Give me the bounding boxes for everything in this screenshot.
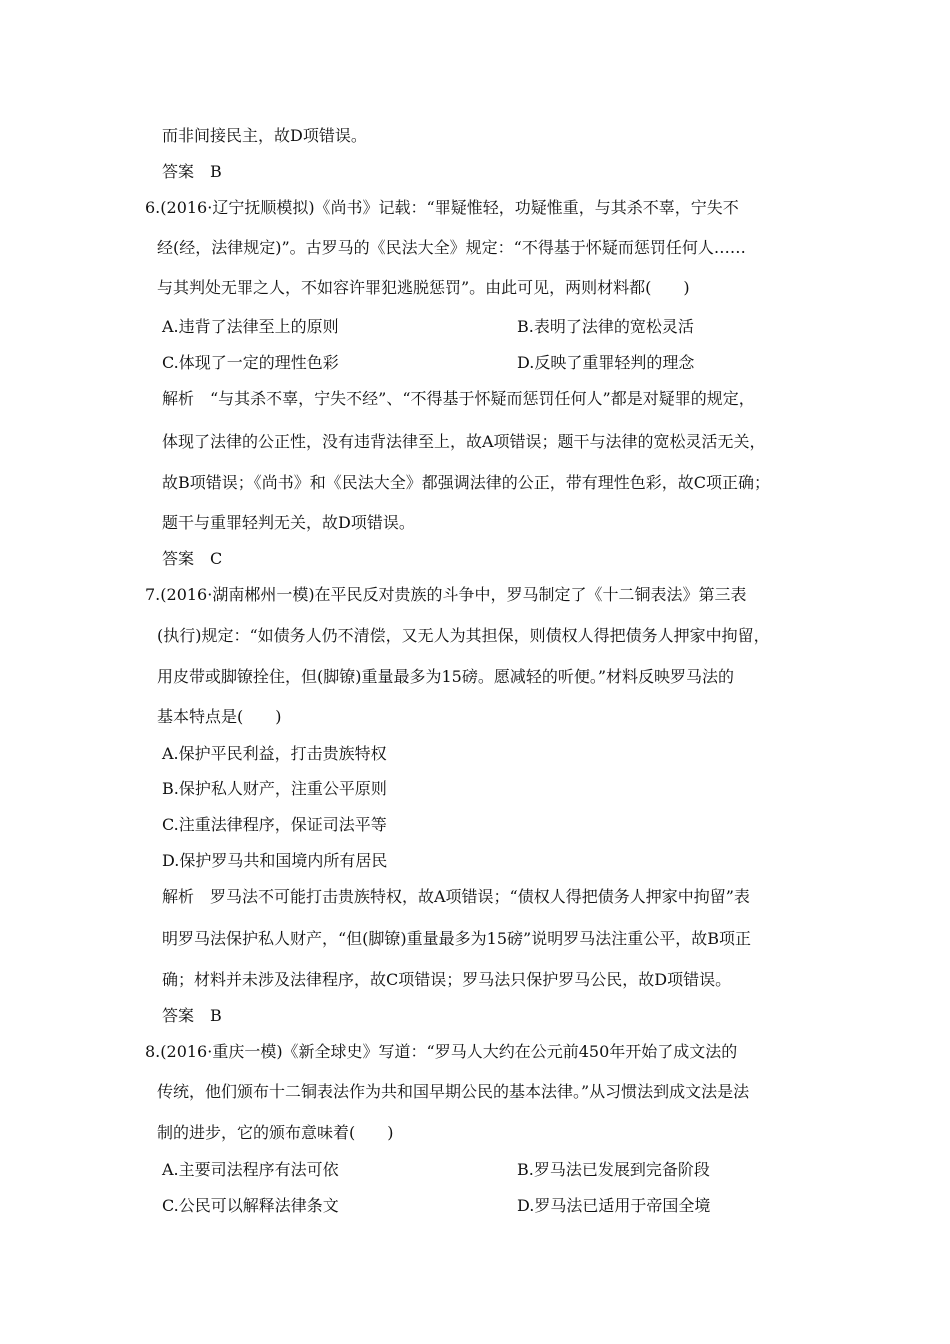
question-6-stem-line-1: 6.(2016·辽宁抚顺模拟)《尚书》记载：“罪疑惟轻，功疑惟重，与其杀不辜，宁失不 [145,198,739,217]
question-7-analysis-line-3: 确；材料并未涉及法律程序，故C项错误；罗马法只保护罗马公民，故D项错误。 [162,970,732,989]
question-7-option-d: D.保护罗马共和国境内所有居民 [162,851,388,870]
question-7-option-c: C.注重法律程序，保证司法平等 [162,815,387,834]
question-6-option-b: B.表明了法律的宽松灵活 [517,317,694,336]
question-7-stem-line-3: 用皮带或脚镣拴住，但(脚镣)重量最多为15磅。愿减轻的听便。”材料反映罗马法的 [157,667,735,686]
answer-line: 答案 B [162,162,222,181]
question-7-stem-line-4: 基本特点是( ) [157,707,282,726]
question-6-analysis-line-4: 题干与重罪轻判无关，故D项错误。 [162,513,415,532]
question-6-analysis-line-2: 体现了法律的公正性，没有违背法律至上，故A项错误；题干与法律的宽松灵活无关， [162,432,766,451]
question-8-option-d: D.罗马法已适用于帝国全境 [517,1196,711,1215]
question-8-stem-line-2: 传统，他们颁布十二铜表法作为共和国早期公民的基本法律。”从习惯法到成文法是法 [157,1082,750,1101]
question-7-analysis-line-2: 明罗马法保护私人财产，“但(脚镣)重量最多为15磅”说明罗马法注重公平，故B项正 [162,929,751,948]
question-6-option-a: A.违背了法律至上的原则 [162,317,339,336]
question-7-option-b: B.保护私人财产，注重公平原则 [162,779,387,798]
question-8-option-a: A.主要司法程序有法可依 [162,1160,339,1179]
question-6-option-d: D.反映了重罪轻判的理念 [517,353,695,372]
question-6-answer: 答案 C [162,549,223,568]
question-6-option-c: C.体现了一定的理性色彩 [162,353,339,372]
question-8-option-c: C.公民可以解释法律条文 [162,1196,339,1215]
question-6-analysis-line-1: 解析 “与其杀不辜，宁失不经”、“不得基于怀疑而惩罚任何人”都是对疑罪的规定， [162,389,755,408]
question-8-option-b: B.罗马法已发展到完备阶段 [517,1160,710,1179]
question-7-analysis-line-1: 解析 罗马法不可能打击贵族特权，故A项错误；“债权人得把债务人押家中拘留”表 [162,887,750,906]
question-6-stem-line-3: 与其判处无罪之人，不如容许罪犯逃脱惩罚”。由此可见，两则材料都( ) [157,278,690,297]
question-7-stem-line-1: 7.(2016·湖南郴州一模)在平民反对贵族的斗争中，罗马制定了《十二铜表法》第三表 [145,585,747,604]
question-8-stem-line-1: 8.(2016·重庆一模)《新全球史》写道：“罗马人大约在公元前450年开始了成文法的 [145,1042,738,1061]
question-7-answer: 答案 B [162,1006,222,1025]
question-6-analysis-line-3: 故B项错误；《尚书》和《民法大全》都强调法律的公正，带有理性色彩，故C项正确； [162,473,771,492]
question-6-stem-line-2: 经(经，法律规定)”。古罗马的《民法大全》规定：“不得基于怀疑而惩罚任何人…… [157,238,746,257]
question-7-stem-line-2: (执行)规定：“如债务人仍不清偿，又无人为其担保，则债权人得把债务人押家中拘留， [157,626,770,645]
text-line: 而非间接民主，故D项错误。 [162,126,367,145]
question-8-stem-line-3: 制的进步，它的颁布意味着( ) [157,1123,394,1142]
question-7-option-a: A.保护平民利益，打击贵族特权 [162,744,387,763]
